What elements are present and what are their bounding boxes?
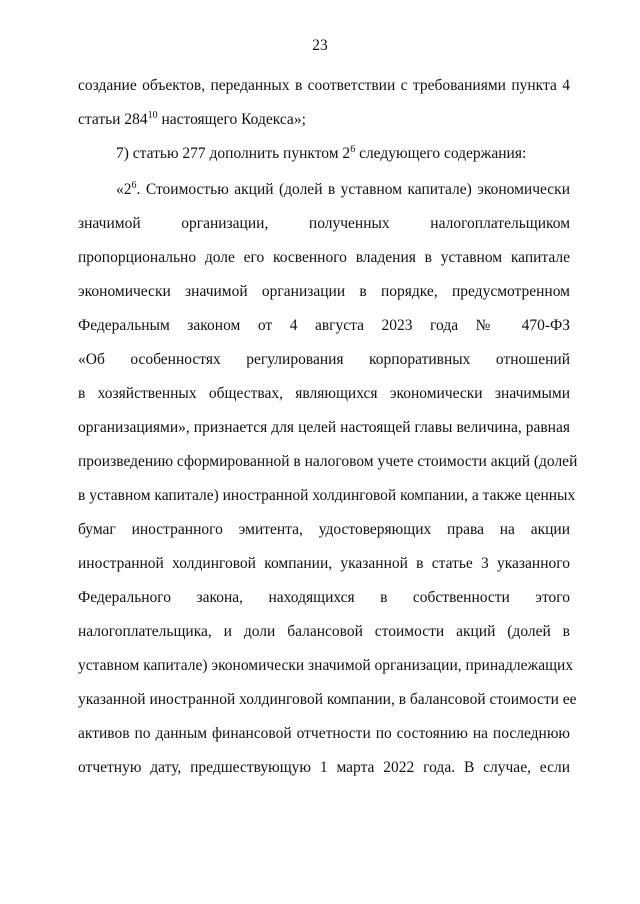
text-line-16: Федерального закона, находящихся в собственности этого (78, 589, 570, 606)
text-line-11: организациями», признается для целей настоящей главы величина, равная (78, 419, 570, 436)
text-line-7: экономически значимой организации в порядке, предусмотренном (78, 283, 570, 300)
text-line-13: в уставном капитале) иностранной холдинговой компании, а также ценных (78, 487, 576, 504)
text-line-6: пропорционально доле его косвенного владения в уставном капитале (78, 249, 570, 266)
text-line-9: «Об особенностях регулирования корпоративных отношений (78, 351, 570, 368)
text-line-2: статьи $284^{10}$ настоящего Кодекса»; (78, 110, 306, 128)
text-line-4: «$2^6$. Стоимостью акций (долей в уставном капитале) экономически (116, 180, 570, 198)
text-line-19: указанной иностранной холдинговой компании, в балансовой стоимости ее (78, 691, 577, 708)
text-line-21: отчетную дату, предшествующую 1 марта 2022 года. В случае, если (78, 759, 570, 776)
text-line-20: активов по данным финансовой отчетности по состоянию на последнюю (78, 725, 570, 742)
text-line-17: налогоплательщика, и доли балансовой стоимости акций (долей в (78, 623, 570, 640)
text-line-5: значимой организации, полученных налогоплательщиком (78, 215, 570, 232)
text-line-15: иностранной холдинговой компании, указанной в статье 3 указанного (78, 555, 570, 572)
page-number: 23 (312, 37, 328, 54)
text-line-18: уставном капитале) экономически значимой организации, принадлежащих (78, 657, 574, 674)
text-line-14: бумаг иностранного эмитента, удостоверяющих права на акции (78, 521, 570, 538)
text-line-12: произведению сформированной в налоговом учете стоимости акций (долей (78, 453, 578, 470)
text-line-10: в хозяйственных обществах, являющихся экономически значимыми (78, 385, 570, 402)
text-line-8: Федеральным законом от 4 августа 2023 года № 470-ФЗ (78, 317, 570, 334)
text-line-1: создание объектов, переданных в соответствии с требованиями пункта 4 (78, 77, 570, 94)
text-line-3: 7) статью 277 дополнить пунктом $2^6$ следующего содержания: (116, 144, 527, 162)
